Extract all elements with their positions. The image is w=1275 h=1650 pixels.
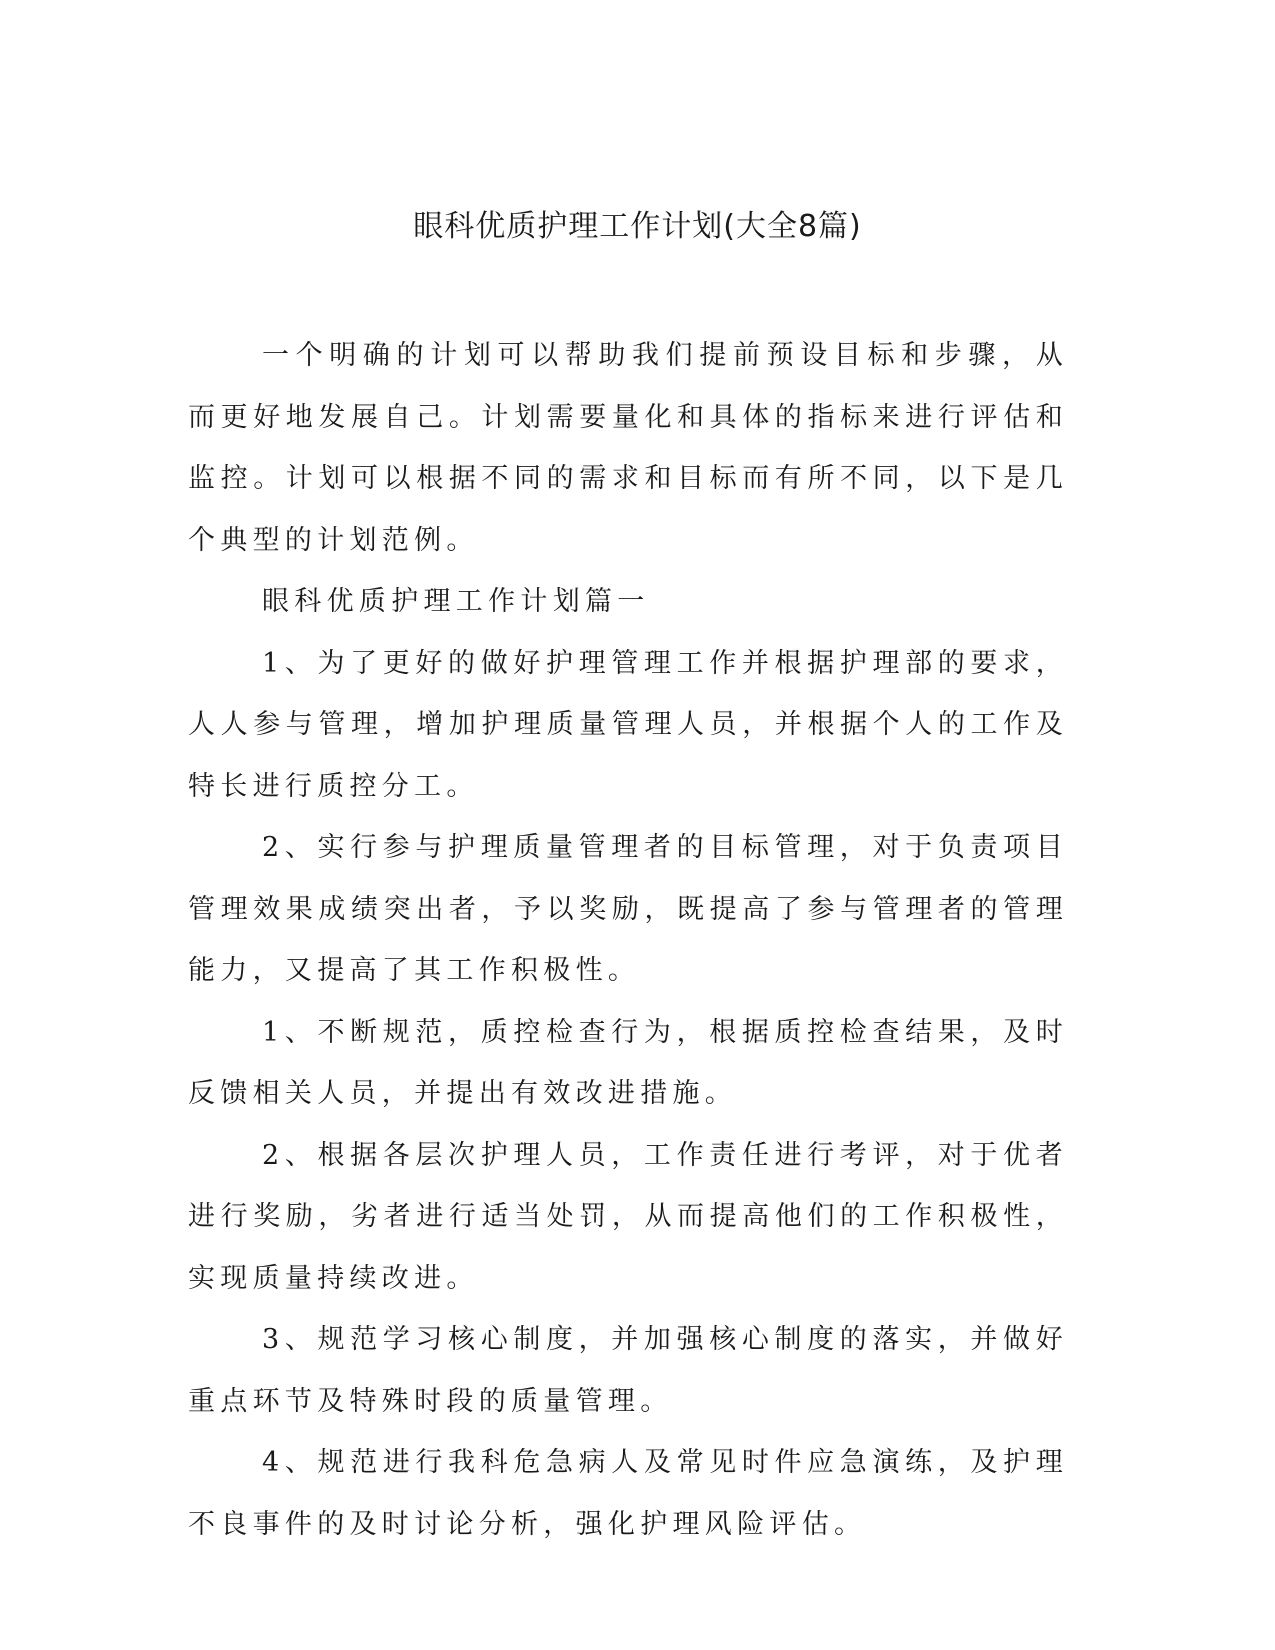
document-body bbox=[188, 325, 1068, 1555]
list-item: 2、根据各层次护理人员，工作责任进行考评，对于优者进行奖励，劣者进行适当处罚，从而提高他们的工作积极性，实现质量持续改进。 bbox=[188, 1139, 1068, 1294]
intro-paragraph: 一个明确的计划可以帮助我们提前预设目标和步骤，从而更好地发展自己。计划需要量化和具体的指标来进行评估和监控。计划可以根据不同的需求和目标而有所不同，以下是几个典型的计划范例。 bbox=[188, 340, 1068, 556]
list-item: 4、规范进行我科危急病人及常见时件应急演练，及护理不良事件的及时讨论分析，强化护理风险评估。 bbox=[188, 1447, 1068, 1540]
list-item: 1、不断规范，质控检查行为，根据质控检查结果，及时反馈相关人员，并提出有效改进措施。 bbox=[188, 1016, 1068, 1109]
list-item: 1、为了更好的做好护理管理工作并根据护理部的要求，人人参与管理，增加护理质量管理人员，并根据个人的工作及特长进行质控分工。 bbox=[188, 647, 1068, 802]
list-item: 2、实行参与护理质量管理者的目标管理，对于负责项目管理效果成绩突出者，予以奖励，既提高了参与管理者的管理能力，又提高了其工作积极性。 bbox=[188, 832, 1068, 986]
document-title: 眼科优质护理工作计划(大全8篇) bbox=[413, 209, 862, 244]
section-heading: 眼科优质护理工作计划篇一 bbox=[262, 586, 650, 617]
list-item: 3、规范学习核心制度，并加强核心制度的落实，并做好重点环节及特殊时段的质量管理。 bbox=[188, 1324, 1068, 1417]
